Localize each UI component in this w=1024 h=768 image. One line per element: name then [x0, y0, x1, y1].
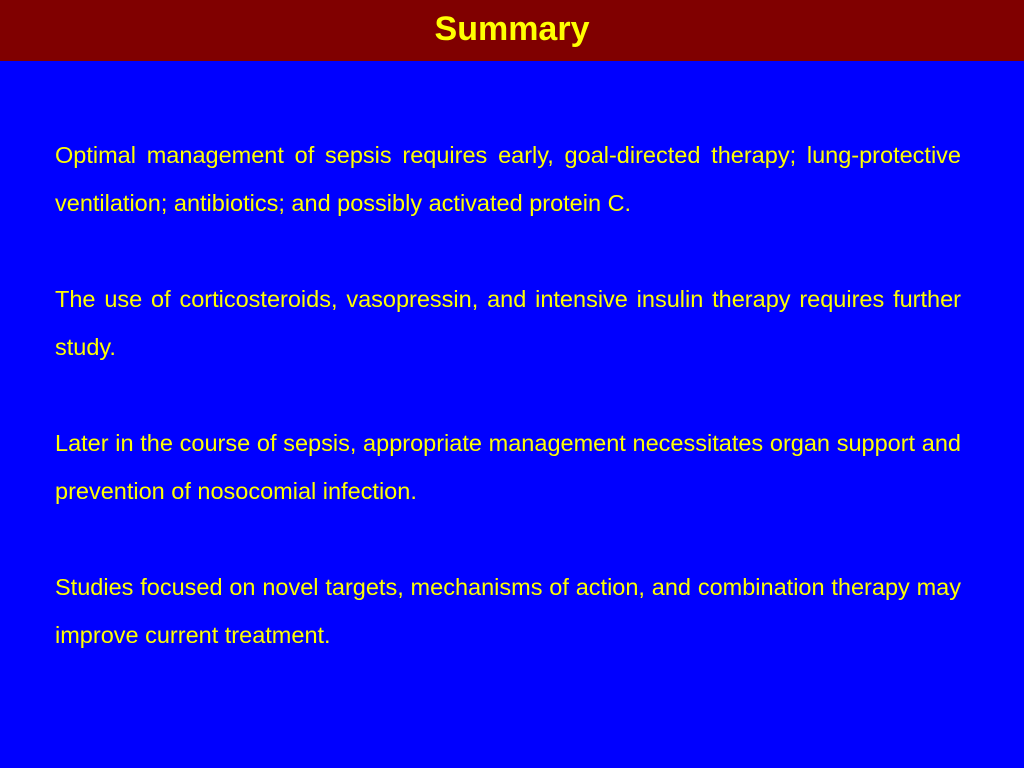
title-bar	[0, 0, 1024, 61]
summary-paragraph: The use of corticosteroids, vasopressin, and intensive insulin therapy requires further study.	[55, 286, 961, 360]
slide-body	[55, 131, 961, 659]
summary-paragraph: Studies focused on novel targets, mechanisms of action, and combination therapy may improve current treatment.	[55, 574, 961, 648]
summary-paragraph: Later in the course of sepsis, appropriate management necessitates organ support and prevention of nosocomial infection.	[55, 430, 961, 504]
summary-paragraph: Optimal management of sepsis requires early, goal-directed therapy; lung-protective ventilation; antibiotics; and possibly activated protein C.	[55, 142, 961, 216]
slide-title: Summary	[434, 9, 590, 48]
